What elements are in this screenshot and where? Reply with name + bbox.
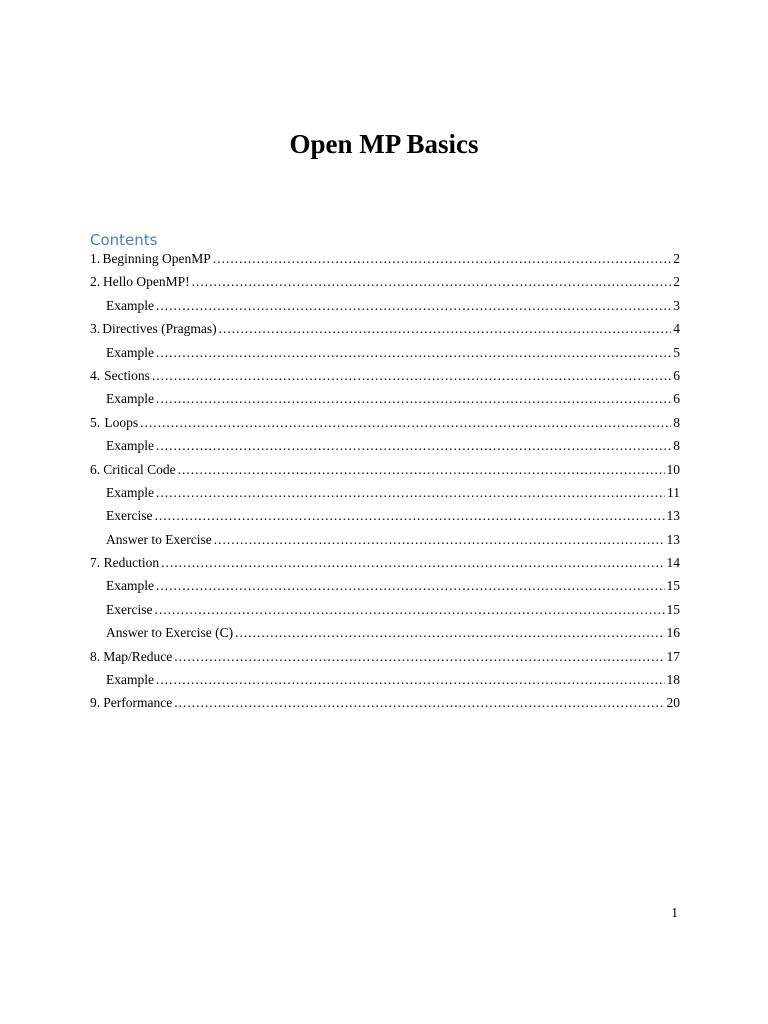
toc-entry-label: Example [106, 344, 154, 360]
toc-entry-label: Example [106, 391, 154, 407]
toc-dot-leader [219, 321, 672, 337]
toc-entry-label: Exercise [106, 508, 153, 524]
toc-entry-page: 13 [666, 508, 680, 524]
toc-dot-leader [156, 298, 671, 314]
toc-entry-label: Example [106, 578, 154, 594]
toc-entry-page: 5 [673, 344, 680, 360]
toc-entry[interactable] [90, 462, 680, 485]
toc-entry-page: 8 [673, 414, 680, 430]
toc-entry-label: Example [106, 297, 154, 313]
toc-dot-leader [174, 695, 664, 711]
toc-entry[interactable] [90, 508, 680, 531]
toc-entry[interactable] [90, 298, 680, 321]
toc-entry-label: Map/Reduce [103, 648, 173, 664]
toc-entry[interactable] [90, 251, 680, 274]
toc-entry[interactable] [90, 578, 680, 601]
toc-entry-number: 5. [90, 414, 101, 430]
toc-entry[interactable] [90, 695, 680, 718]
toc-entry-label: Sections [104, 367, 150, 383]
toc-dot-leader [156, 438, 671, 454]
toc-dot-leader [152, 368, 671, 384]
toc-entry-number: 8. [90, 648, 101, 664]
toc-entry-number: 3. [90, 321, 101, 337]
toc-entry[interactable] [90, 438, 680, 461]
document-title: Open MP Basics [289, 129, 479, 159]
toc-entry-label: Beginning OpenMP [102, 251, 211, 266]
toc-entry-page: 2 [673, 274, 680, 290]
toc-entry-label: Performance [103, 695, 173, 711]
toc-entry-label: Directives (Pragmas) [102, 321, 217, 337]
toc-dot-leader [156, 485, 665, 501]
toc-dot-leader [174, 649, 664, 665]
toc-entry-label: Example [106, 438, 154, 454]
toc-dot-leader [140, 415, 671, 431]
toc-entry-page: 4 [673, 321, 680, 337]
table-of-contents [90, 251, 680, 719]
toc-entry-page: 14 [666, 555, 680, 571]
toc-entry[interactable] [90, 345, 680, 368]
toc-entry-page: 13 [666, 531, 680, 547]
toc-entry-page: 17 [666, 648, 680, 664]
toc-entry-label: Critical Code [103, 461, 176, 477]
toc-dot-leader [156, 345, 671, 361]
toc-entry[interactable] [90, 555, 680, 578]
toc-dot-leader [156, 391, 671, 407]
toc-entry[interactable] [90, 602, 680, 625]
toc-dot-leader [154, 602, 664, 618]
toc-entry-page: 16 [666, 625, 680, 641]
toc-entry[interactable] [90, 415, 680, 438]
toc-entry-page: 18 [666, 672, 680, 688]
toc-entry-label: Example [106, 672, 154, 688]
toc-entry-page: 15 [666, 578, 680, 594]
toc-entry-page: 3 [673, 297, 680, 313]
toc-entry-number: 6. [90, 461, 101, 477]
toc-entry-page: 2 [673, 251, 680, 266]
toc-dot-leader [192, 274, 672, 290]
toc-entry[interactable] [90, 625, 680, 648]
toc-entry-label: Answer to Exercise (C) [106, 625, 234, 641]
toc-entry-label: Exercise [106, 601, 153, 617]
toc-entry[interactable] [90, 672, 680, 695]
toc-entry-label: Loops [104, 414, 139, 430]
toc-dot-leader [213, 251, 671, 267]
toc-dot-leader [178, 462, 665, 478]
toc-entry[interactable] [90, 532, 680, 555]
toc-entry[interactable] [90, 274, 680, 297]
toc-dot-leader [214, 532, 665, 548]
toc-entry-label: Reduction [103, 555, 160, 571]
toc-entry-number: 4. [90, 367, 101, 383]
toc-entry-page: 15 [666, 601, 680, 617]
toc-dot-leader [235, 625, 664, 641]
toc-heading: Contents [90, 231, 158, 249]
toc-entry-number: 9. [90, 695, 101, 711]
toc-entry[interactable] [90, 485, 680, 508]
toc-entry-number: 2. [90, 274, 101, 290]
toc-entry-page: 6 [673, 367, 680, 383]
toc-entry-page: 8 [673, 438, 680, 454]
page-number: 1 [671, 905, 678, 920]
toc-entry-page: 20 [666, 695, 680, 711]
toc-entry[interactable] [90, 368, 680, 391]
toc-entry[interactable] [90, 321, 680, 344]
toc-entry-page: 10 [666, 461, 680, 477]
toc-entry-page: 6 [673, 391, 680, 407]
toc-entry-label: Hello OpenMP! [103, 274, 190, 290]
toc-entry-number: 7. [90, 555, 101, 571]
toc-dot-leader [161, 555, 664, 571]
toc-entry-page: 11 [667, 484, 680, 500]
toc-entry[interactable] [90, 649, 680, 672]
toc-entry-number: 1. [90, 251, 101, 266]
toc-entry-label: Example [106, 484, 154, 500]
toc-dot-leader [156, 578, 665, 594]
toc-dot-leader [154, 508, 664, 524]
toc-dot-leader [156, 672, 665, 688]
toc-entry[interactable] [90, 391, 680, 414]
toc-entry-label: Answer to Exercise [106, 531, 212, 547]
